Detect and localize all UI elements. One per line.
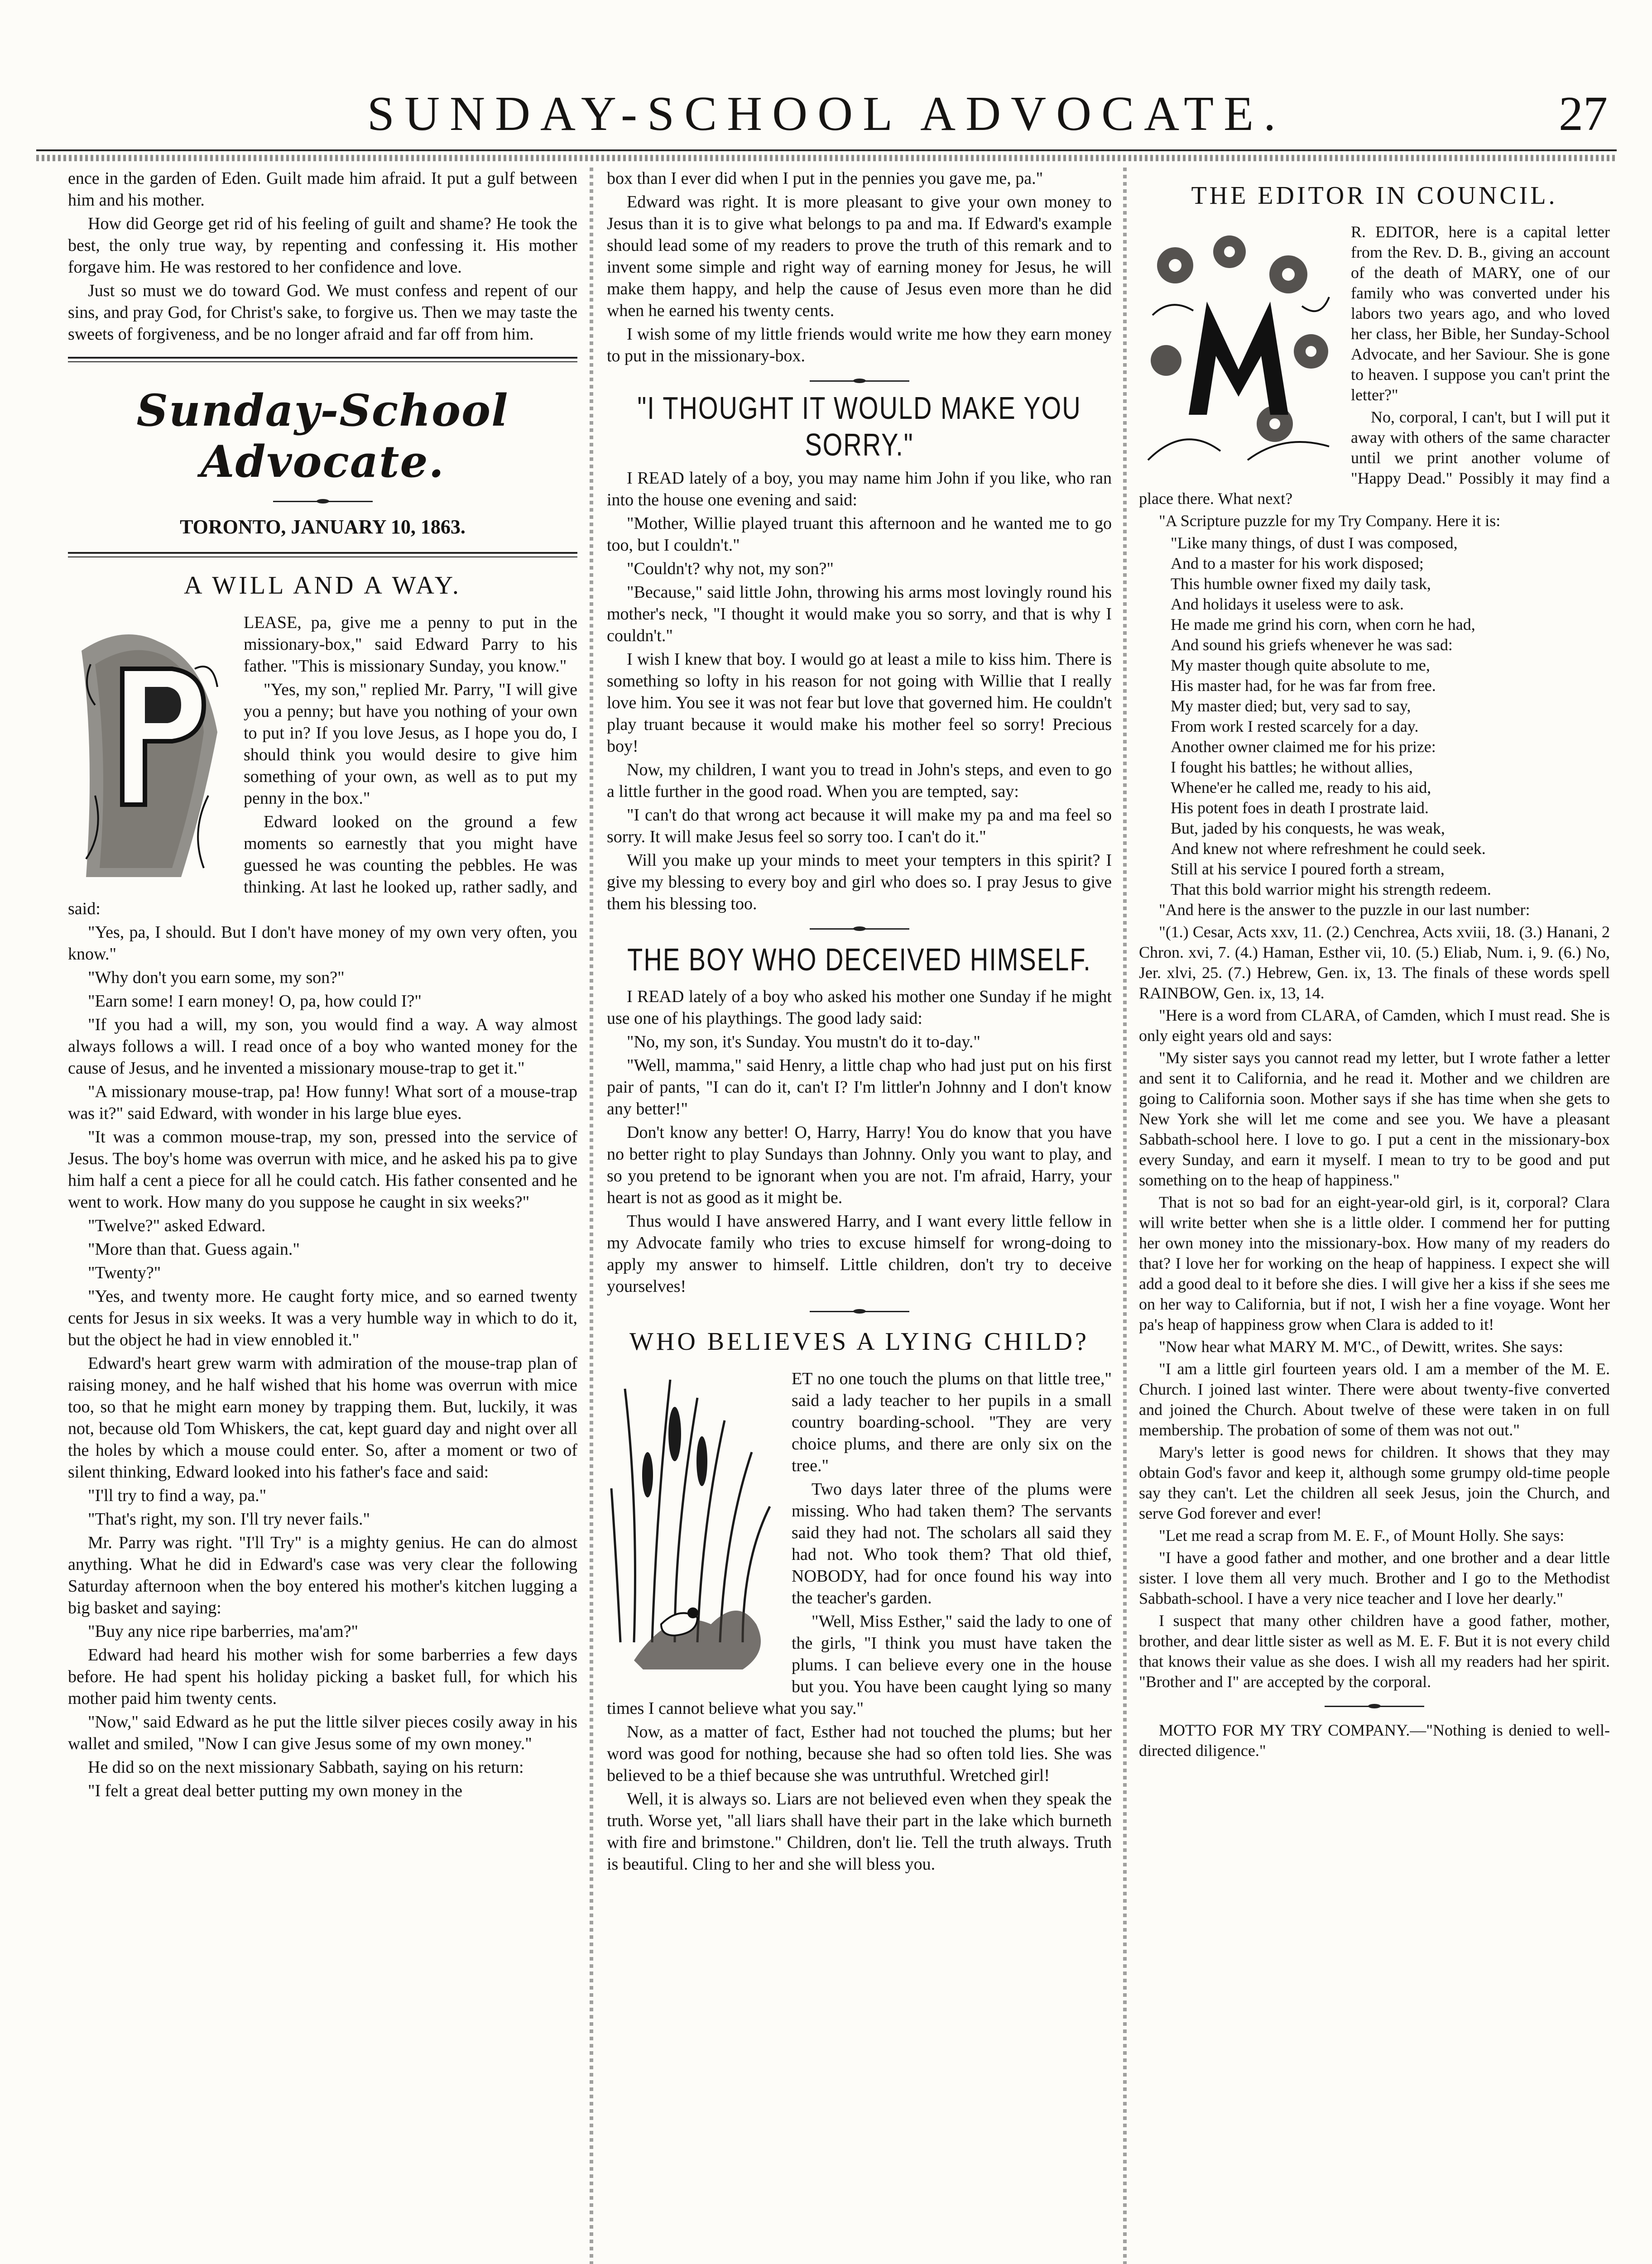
- paragraph: No, corporal, I can't, but I will put it away with others of the same character until we print another volume of "Happy Dead." Possibly it may find a place there. What next?: [1139, 408, 1610, 508]
- ornament-divider: [810, 379, 909, 383]
- poem-line: This humble owner fixed my daily task,: [1171, 575, 1431, 593]
- section-rule: [68, 552, 577, 557]
- poem-line: I fought his battles; he without allies,: [1171, 758, 1413, 776]
- paragraph: Will you make up your minds to meet your tempters in this spirit? I give my blessing to every boy and girl who does so. I pray Jesus to give them his blessing too.: [607, 851, 1112, 913]
- paragraph: "Yes, and twenty more. He caught forty mice, and so earned twenty cents for Jesus in six weeks. It was a very humble way in which to do it, but the object he had in view ennobled it.": [68, 1287, 577, 1349]
- masthead: [36, 82, 1617, 151]
- paragraph: I suspect that many other children have a good father, mother, brother, and dear little sister as well as M. E. F. But it is not every child that knows their value as she does. I wish all my readers had her spirit. "Brother and I" are accepted by the corporal.: [1139, 1612, 1610, 1691]
- reeds-and-ducks-illustration: [607, 1371, 779, 1679]
- decorated-initial-p-illustration: [68, 614, 231, 886]
- column-3: [1139, 168, 1610, 2264]
- paragraph: "If you had a will, my son, you would find a way. A way almost always follows a will. I read once of a boy who wanted money for the cause of Jesus, and he invented a missionary mouse-trap to get it.": [68, 1015, 577, 1078]
- paragraph: Edward had heard his mother wish for some barberries a few days before. He had spent his holiday picking a basket full, for which his mother paid him twenty cents.: [68, 1645, 577, 1708]
- paragraph: "Yes, pa, I should. But I don't have money of my own very often, you know.": [68, 923, 577, 964]
- paragraph: "And here is the answer to the puzzle in our last number:: [1159, 901, 1530, 919]
- paragraph: Mary's letter is good news for children. It shows that they may obtain God's favor and keep it, although some grumpy old-time people say they can't. Let the children all seek Jesus, join the Church, and serve God forever and ever!: [1139, 1443, 1610, 1522]
- paragraph: "Because," said little John, throwing his arms most lovingly round his mother's neck, "I thought it would make you so sorry, and that is why I couldn't.": [607, 583, 1112, 645]
- paragraph: I READ lately of a boy, you may name him John if you like, who ran into the house one evening and said:: [607, 469, 1112, 509]
- paragraph: How did George get rid of his feeling of guilt and shame? He took the best, the only true way, by repenting and confessing it. His mother forgave him. He was restored to her confidence and love.: [68, 214, 577, 277]
- poem-line: "Like many things, of dust I was composed,: [1171, 534, 1458, 552]
- article-title-sorry: "I THOUGHT IT WOULD MAKE YOU SORRY.": [637, 390, 1081, 462]
- paragraph: Don't know any better! O, Harry, Harry! You do know that you have no better right to play Sundays than Johnny. Only you want to play, and so you pretend to be ignorant when you are not. I'm afraid, Harry, your heart is not as good as it might be.: [607, 1123, 1112, 1207]
- poem-line: His master had, for he was far from free.: [1171, 676, 1436, 695]
- paragraph: "Well, mamma," said Henry, a little chap who had just put on his first pair of pants, "I can do it, can't I? I'm littler'n Johnny and I don't know any better!": [607, 1056, 1112, 1118]
- paragraph: "Well, Miss Esther," said the lady to one of the girls, "I think you must have taken the plums. I can believe every one in the house but you. You have been caught lying so many times I cannot believe what you say.": [607, 1612, 1112, 1718]
- paragraph: "Let me read a scrap from M. E. F., of Mount Holly. She says:: [1159, 1526, 1565, 1545]
- article-title-will-and-way: A WILL AND A WAY.: [184, 571, 461, 600]
- poem-line: That this bold warrior might his strength redeem.: [1171, 880, 1491, 898]
- paragraph: R. EDITOR, here is a capital letter from the Rev. D. B., giving an account of the death of MARY, one of our family who was converted under his labors two years ago, and who loved her class, her Bible, her Sunday-School Advocate, and her Saviour. She is gone to heaven. I suppose you can't print the letter?": [1351, 223, 1610, 404]
- paragraph: I wish some of my little friends would write me how they earn money to put in the missionary-box.: [607, 325, 1112, 365]
- poem-line: But, jaded by his conquests, he was weak,: [1171, 819, 1445, 837]
- paragraph: "Twelve?" asked Edward.: [88, 1216, 266, 1235]
- paragraph: LEASE, pa, give me a penny to put in the missionary-box," said Edward Parry to his father. "This is missionary Sunday, you know.": [244, 613, 577, 676]
- ornament-divider: [1325, 1704, 1424, 1708]
- paragraph: Edward looked on the ground a few moments so earnestly that you might have guessed he was counting the pebbles. He was thinking. At last he looked up, rather sadly, and said:: [68, 812, 577, 918]
- paragraph: "That's right, my son. I'll try never fails.": [88, 1510, 370, 1529]
- scripture-puzzle-poem: [1139, 533, 1610, 900]
- paper-title: Sunday-School Advocate.: [136, 385, 509, 487]
- paragraph: "Mother, Willie played truant this afternoon and he wanted me to go too, but I couldn't.": [607, 514, 1112, 555]
- page-number: 27: [1559, 87, 1608, 141]
- poem-line: And knew not where refreshment he could seek.: [1171, 839, 1486, 858]
- column-2: [607, 168, 1112, 2264]
- paragraph: "Now hear what MARY M. M'C., of Dewitt, writes. She says:: [1159, 1338, 1563, 1356]
- paragraph: He did so on the next missionary Sabbath, saying on his return:: [88, 1758, 524, 1777]
- paragraph: "It was a common mouse-trap, my son, pressed into the service of Jesus. The boy's home was overrun with mice, and he asked his pa to give him half a cent a piece for all he could catch. His father consented and he went to work. How many do you suppose he caught in six weeks?": [68, 1127, 577, 1212]
- paragraph: That is not so bad for an eight-year-old girl, is it, corporal? Clara will write better when she is a little older. I commend her for putting her own money into the missionary-box. How many of my readers do that? I love her for working on the heap of happiness. I expect she will add a good deal to it before she dies. I will give her a kiss if she sees me on her way to California, but if not, I wish her a fine voyage. Wont her pa's heap of happiness grow when Clara is added to it!: [1139, 1193, 1610, 1333]
- paragraph: "Why don't you earn some, my son?": [88, 968, 345, 987]
- paragraph: Just so must we do toward God. We must confess and repent of our sins, and pray God, for Christ's sake, to forgive us. Then we may taste the sweets of forgiveness, and be no longer afraid and far off from him.: [68, 281, 577, 344]
- paragraph: "Couldn't? why not, my son?": [627, 559, 834, 578]
- paragraph: Now, my children, I want you to tread in John's steps, and even to go a little further in the good road. When you are tempted, say:: [607, 760, 1112, 801]
- paragraph: ET no one touch the plums on that little tree," said a lady teacher to her pupils in a small country boarding-school. "They are very choice plums, and there are only six on the tree.": [792, 1369, 1112, 1475]
- paragraph: "I can't do that wrong act because it will make my pa and ma feel so sorry. It will make Jesus feel so sorry too. I can't do it.": [607, 806, 1112, 846]
- paragraph: "Buy any nice ripe barberries, ma'am?": [88, 1622, 359, 1641]
- poem-line: And sound his griefs whenever he was sad:: [1171, 636, 1453, 654]
- article-title-lying-child: WHO BELIEVES A LYING CHILD?: [629, 1328, 1089, 1356]
- masthead-title: SUNDAY-SCHOOL ADVOCATE.: [367, 87, 1286, 141]
- poem-line: And holidays it useless were to ask.: [1171, 595, 1404, 613]
- paragraph: ence in the garden of Eden. Guilt made him afraid. It put a gulf between him and his mother.: [68, 169, 577, 210]
- poem-line: And to a master for his work disposed;: [1171, 554, 1424, 572]
- paragraph: Well, it is always so. Liars are not believed even when they speak the truth. Worse yet, "all liars shall have their part in the lake which burneth with fire and brimstone." Children, don't lie. Tell the truth always. Truth is beautiful. Cling to her and she will bless you.: [607, 1789, 1112, 1874]
- poem-line: He made me grind his corn, when corn he had,: [1171, 615, 1475, 633]
- paragraph: I wish I knew that boy. I would go at least a mile to kiss him. There is something so lofty in his reason for not going with Willie that I really love him. You see it was not fear but love that governed him. He couldn't play truant because it would make his mother feel so sorry! Precious boy!: [607, 650, 1112, 756]
- paragraph: "A missionary mouse-trap, pa! How funny! What sort of a mouse-trap was it?" said Edward, with wonder in his large blue eyes.: [68, 1082, 577, 1123]
- paragraph: "I felt a great deal better putting my own money in the: [88, 1781, 462, 1800]
- paragraph: Two days later three of the plums were missing. Who had taken them? The servants said they had not. The scholars all said they had not. Who took them? That old thief, NOBODY, had for once found his way into the teacher's garden.: [792, 1480, 1112, 1607]
- paragraph: "I'll try to find a way, pa.": [88, 1486, 267, 1505]
- paragraph: "No, my son, it's Sunday. You mustn't do it to-day.": [627, 1032, 980, 1051]
- poem-line: His potent foes in death I prostrate laid.: [1171, 799, 1429, 817]
- poem-line: Whene'er he called me, ready to his aid,: [1171, 778, 1431, 796]
- ornament-divider: [810, 1309, 909, 1314]
- newspaper-page: [36, 54, 1617, 2264]
- poem-line: My master though quite absolute to me,: [1171, 656, 1430, 674]
- article-title-editor-council: THE EDITOR IN COUNCIL.: [1191, 182, 1558, 210]
- paragraph: "Yes, my son," replied Mr. Parry, "I will give you a penny; but have you nothing of your own to put in? If you love Jesus, as I hope you do, I should think you would desire to give him something of your own, as well as to put my penny in the box.": [244, 680, 577, 808]
- poem-line: Another owner claimed me for his prize:: [1171, 738, 1436, 756]
- paragraph: "A Scripture puzzle for my Try Company. Here it is:: [1159, 512, 1501, 530]
- paragraph: Thus would I have answered Harry, and I want every little fellow in my Advocate family who tries to excuse himself for wrong-doing to apply my answer to himself. Little children, don't try to deceive yourselves!: [607, 1212, 1112, 1296]
- decorated-initial-m-illustration: [1139, 225, 1338, 469]
- paragraph: "I have a good father and mother, and one brother and a dear little sister. I love them all very much. Brother and I go to the Methodist Sabbath-school. I have a very nice teacher and I love her dearly.": [1139, 1549, 1610, 1607]
- paragraph: Mr. Parry was right. "I'll Try" is a mighty genius. He can do almost anything. What he did in Edward's case was very clear the following Saturday afternoon when the boy entered his mother's kitchen lugging a big basket and saying:: [68, 1533, 577, 1617]
- dateline: TORONTO, JANUARY 10, 1863.: [180, 516, 466, 538]
- paragraph: "I am a little girl fourteen years old. I am a member of the M. E. Church. I joined last winter. There were about twenty-five converted and joined the Church. About twelve of these were taken in on full membership. The probation of some of them was not out.": [1139, 1360, 1610, 1439]
- paragraph: I READ lately of a boy who asked his mother one Sunday if he might use one of his playthings. The good lady said:: [607, 987, 1112, 1028]
- ornament-divider: [273, 499, 373, 504]
- section-rule: [68, 357, 577, 362]
- paragraph: "(1.) Cesar, Acts xxv, 11. (2.) Cenchrea, Acts xviii, 18. (3.) Hanani, 2 Chron. xvi, 7. (4.) Haman, Esther vii, 10. (5.) Eliab, Num. i, 9. (6.) No, Jer. xlvi, 25. (7.) Hebrew, Gen. ix, 13. The finals of these words spell RAINBOW, Gen. ix, 13, 14.: [1139, 923, 1610, 1002]
- motto: MOTTO FOR MY TRY COMPANY.—"Nothing is denied to well-directed diligence.": [1139, 1721, 1610, 1760]
- header-rule: [36, 155, 1617, 161]
- poem-line: Still at his service I poured forth a stream,: [1171, 860, 1445, 878]
- column-1: [68, 168, 577, 2264]
- paragraph: "Earn some! I earn money! O, pa, how could I?": [88, 992, 422, 1011]
- paragraph: "My sister says you cannot read my letter, but I wrote father a letter and sent it to California, and he read it. Mother and we children are going to California soon. Mother says if she has time when she gets to New York she will let me come and see you. We have a pleasant Sabbath-school here. I love to go. I put a cent in the missionary-box every Sunday, and earn it myself. I mean to try to be good and put something on to the heap of happiness.": [1139, 1049, 1610, 1189]
- paragraph: "Here is a word from CLARA, of Camden, which I must read. She is only eight years old and says:: [1139, 1006, 1610, 1045]
- paragraph: box than I ever did when I put in the pennies you gave me, pa.": [607, 169, 1043, 188]
- paragraph: Edward was right. It is more pleasant to give your own money to Jesus than it is to give what belongs to pa and ma. If Edward's example should lead some of my readers to prove the truth of this remark and to invent some simple and right way of earning money for Jesus, he will make them happy, and help the cause of Jesus even more than he did when he earned his twenty cents.: [607, 192, 1112, 320]
- poem-line: My master died; but, very sad to say,: [1171, 697, 1411, 715]
- paragraph: Edward's heart grew warm with admiration of the mouse-trap plan of raising money, and he half wished that his home was overrun with mice too, so that he might earn money by trapping them. But, luckily, it was not, because old Tom Whiskers, the cat, kept guard day and night over all the holes by which a mouse could enter. So, after a moment or two of silent thinking, Edward looked into his father's face and said:: [68, 1354, 577, 1482]
- column-separator: [1123, 168, 1127, 2264]
- paragraph: "More than that. Guess again.": [88, 1240, 300, 1259]
- article-title-boy-deceived: THE BOY WHO DECEIVED HIMSELF.: [627, 941, 1091, 977]
- paragraph: "Twenty?": [88, 1263, 161, 1282]
- ornament-divider: [810, 926, 909, 931]
- paragraph: "Now," said Edward as he put the little silver pieces cosily away in his wallet and smiled, "Now I can give Jesus some of my own money.": [68, 1712, 577, 1753]
- poem-line: From work I rested scarcely for a day.: [1171, 717, 1419, 735]
- column-separator: [590, 168, 593, 2264]
- paragraph: Now, as a matter of fact, Esther had not touched the plums; but her word was good for nothing, because she had so often told lies. She was believed to be a thief because she was untruthful. Wretched girl!: [607, 1722, 1112, 1785]
